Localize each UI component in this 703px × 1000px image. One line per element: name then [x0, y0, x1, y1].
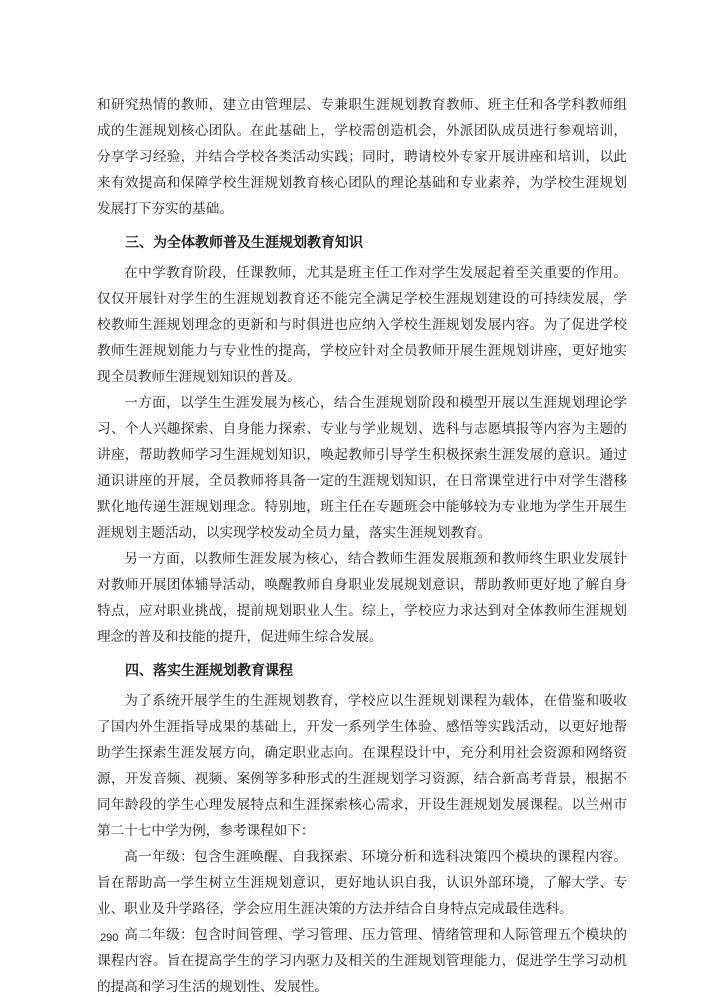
paragraph: 在中学教育阶段，任课教师，尤其是班主任工作对学生发展起着至关重要的作用。仅仅开展针对学生的生涯规划教育还不能完全满足学校生涯规划建设的可持续发展，学校教师生涯规划理念的更新和与时俱进也应纳入学校生涯规划发展内容。为了促进学校教师生涯规划能力与专业性的提高，学校应针对全员教师开展生涯规划讲座，更好地实现全员教师生涯规划知识的普及。: [97, 265, 627, 385]
paragraph: 另一方面，以教师生涯发展为核心，结合教师生涯发展瓶颈和教师终生职业发展针对教师开展团体辅导活动，唤醒教师自身职业发展规划意识，帮助教师更好地了解自身特点，应对职业挑战，提前规划职业人生。综上，学校应力求达到对全体教师生涯规划理念的普及和技能的提升，促进师生综合发展。: [97, 551, 627, 645]
paragraph: 一方面，以学生生涯发展为核心，结合生涯规划阶段和模型开展以生涯规划理论学习、个人兴趣探索、自身能力探索、专业与学业规划、选科与志愿填报等内容为主题的讲座，帮助教师学习生涯规划知识，唤起教师引导学生积极探索生涯发展的意识。通过通识讲座的开展，全员教师将具备一定的生涯规划知识，在日常课堂进行中对学生潜移默化地传递生涯规划理念。特别地，班主任在专题班会中能够较为专业地为学生开展生涯规划主题活动，以实现学校发动全员力量，落实生涯规划教育。: [97, 395, 627, 541]
section-heading-4: 四、落实生涯规划教育课程: [125, 663, 293, 679]
paragraph-grade-two: 高二年级：包含时间管理、学习管理、压力管理、情绪管理和人际管理五个模块的课程内容。旨在提高学生的学习内驱力及相关的生涯规划管理能力，促进学生学习动机的提高和学习生活的规划性、发展性。: [97, 927, 627, 995]
paragraph: 为了系统开展学生的生涯规划教育，学校应以生涯规划课程为载体，在借鉴和吸收了国内外生涯指导成果的基础上，开发一系列学生体验、感悟等实践活动，以更好地帮助学生探索生涯发展方向，确定职业志向。在课程设计中，充分利用社会资源和网络资源，开发音频、视频、案例等多种形式的生涯规划学习资源，结合新高考背景，根据不同年龄段的学生心理发展特点和生涯探索核心需求，开设生涯规划发展课程。以兰州市第二十七中学为例，参考课程如下：: [97, 693, 627, 839]
document-body: [97, 92, 627, 1000]
section-heading-3: 三、为全体教师普及生涯规划教育知识: [125, 235, 363, 251]
paragraph-grade-one: 高一年级：包含生涯唤醒、自我探索、环境分析和选科决策四个模块的课程内容。旨在帮助高一学生树立生涯规划意识，更好地认识自我，认识外部环境，了解大学、专业、职业及升学路径，学会应用生涯决策的方法并结合自身特点完成最佳选科。: [97, 849, 627, 917]
paragraph-continuation: 和研究热情的教师，建立由管理层、专兼职生涯规划教育教师、班主任和各学科教师组成的生涯规划核心团队。在此基础上，学校需创造机会，外派团队成员进行参观培训，分享学习经验，并结合学校各类活动实践；同时，聘请校外专家开展讲座和培训，以此来有效提高和保障学校生涯规划教育核心团队的理论基础和专业素养，为学校生涯规划发展打下夯实的基础。: [97, 97, 627, 217]
page-number: 290: [100, 932, 119, 944]
